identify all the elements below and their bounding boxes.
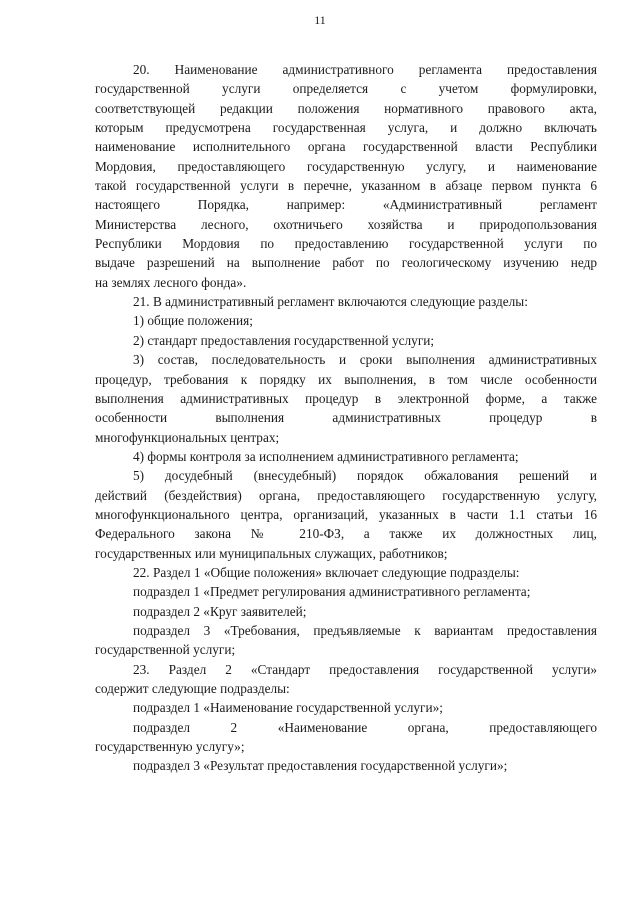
text-line: подраздел 2 «Круг заявителей; — [133, 603, 307, 619]
text-line: государственной услуги; — [95, 642, 236, 658]
text-line: Республики Мордовия по предоставлению государственной услуги по — [95, 236, 597, 252]
text-line: 5) досудебный (внесудебный) порядок обжалования решений и — [133, 468, 597, 484]
text-line: 1) общие положения; — [133, 313, 253, 329]
text-line: Федерального закона № 210-ФЗ, а также их должностных лиц, — [95, 526, 597, 542]
page-number: 11 — [314, 13, 326, 27]
text-line: которым предусмотрена государственная услуга, и должно включать — [95, 120, 597, 136]
text-line: государственных или муниципальных служащих, работников; — [95, 545, 448, 561]
text-line: 2) стандарт предоставления государственной услуги; — [133, 332, 435, 348]
text-line: подраздел 2 «Наименование органа, предоставляющего — [133, 719, 597, 735]
text-line: наименование исполнительного органа государственной власти Республики — [95, 139, 597, 155]
text-line: подраздел 1 «Предмет регулирования административного регламента; — [133, 584, 531, 600]
text-line: подраздел 1 «Наименование государственной услуги»; — [133, 700, 443, 716]
text-line: 3) состав, последовательность и сроки выполнения административных — [133, 352, 597, 368]
text-line: 22. Раздел 1 «Общие положения» включает следующие подразделы: — [133, 564, 520, 580]
text-line: 21. В административный регламент включаются следующие разделы: — [133, 294, 528, 310]
text-line: такой государственной услуги в перечне, указанном в абзаце первом пункта 6 — [95, 178, 597, 194]
text-line: выдаче разрешений на выполнение работ по геологическому изучению недр — [95, 255, 597, 271]
text-line: выполнения административных процедур в электронной форме, а также — [95, 390, 597, 406]
text-line: Мордовия, предоставляющего государственную услугу, и наименование — [95, 158, 597, 174]
text-line: Министерства лесного, охотничьего хозяйства и природопользования — [95, 216, 597, 232]
text-line: подраздел 3 «Результат предоставления государственной услуги»; — [133, 758, 508, 774]
document-body — [95, 60, 597, 776]
text-line: 4) формы контроля за исполнением административного регламента; — [133, 448, 519, 464]
text-line: настоящего Порядка, например: «Административный регламент — [95, 197, 597, 213]
text-line: 23. Раздел 2 «Стандарт предоставления государственной услуги» — [133, 661, 597, 677]
text-line: государственную услугу»; — [95, 739, 245, 755]
text-line: на землях лесного фонда». — [95, 274, 247, 290]
text-line: многофункционального центра, организаций, указанных в части 1.1 статьи 16 — [95, 506, 597, 522]
text-line: процедур, требования к порядку их выполнения, в том числе особенности — [95, 371, 597, 387]
text-line: 20. Наименование административного регламента предоставления — [133, 62, 597, 77]
text-line: содержит следующие подразделы: — [95, 681, 290, 696]
text-line: подраздел 3 «Требования, предъявляемые к вариантам предоставления — [133, 622, 597, 638]
text-line: соответствующей редакции положения нормативного правового акта, — [95, 100, 597, 116]
text-line: действий (бездействия) органа, предоставляющего государственную услугу, — [95, 487, 597, 503]
text-line: многофункциональных центрах; — [95, 429, 280, 445]
text-line: особенности выполнения административных процедур в — [95, 410, 597, 426]
text-line: государственной услуги определяется с учетом формулировки, — [95, 81, 597, 97]
